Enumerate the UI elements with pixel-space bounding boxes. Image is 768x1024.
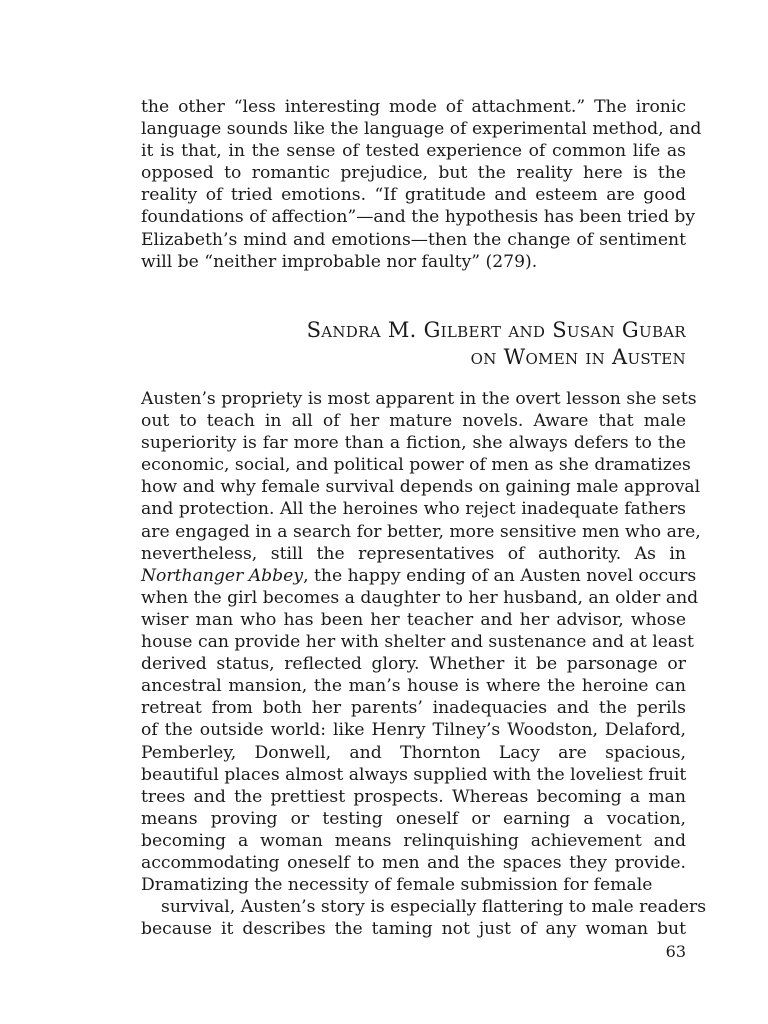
text-line: are engaged in a search for better, more sensitive men who are, [141,521,701,542]
text-line: how and why female survival depends on gaining male approval [141,477,701,498]
text-line: of the outside world: like Henry Tilney’s Woodston, Delaford, [141,720,686,741]
text-line: it is that, in the sense of tested experience of common life as [141,141,686,162]
text-line: superiority is far more than a fiction, she always defers to the [141,433,686,454]
text-line: because it describes the taming not just of any woman but [141,919,686,940]
page-number: 63 [665,942,686,961]
section-heading-line-1: Sandra M. Gilbert and Susan Gubar [306,318,686,342]
text-line: reality of tried emotions. “If gratitude and esteem are good [141,185,686,206]
text-line: Pemberley, Donwell, and Thornton Lacy are spacious, [141,742,686,763]
text-line [141,565,697,587]
text-line: derived status, reflected glory. Whether it be parsonage or [141,654,686,675]
text-line: out to teach in all of her mature novels. Aware that male [141,411,686,432]
text-line: means proving or testing oneself or earning a vocation, [141,808,686,829]
text-line: accommodating oneself to men and the spaces they provide. [141,852,686,873]
text-line: Elizabeth’s mind and emotions—then the change of sentiment [141,229,686,250]
text-line: beautiful places almost always supplied with the loveliest fruit [141,764,687,785]
text-line: house can provide her with shelter and sustenance and at least [141,632,694,653]
text-line: when the girl becomes a daughter to her husband, an older and [141,587,699,608]
text-line: nevertheless, still the representatives of authority. As in [141,543,686,564]
text-line: becoming a woman means relinquishing achievement and [141,830,686,851]
text-line: language sounds like the language of experimental method, and [141,119,702,140]
section-heading [307,317,686,371]
text-line: trees and the prettiest prospects. Whereas becoming a man [141,786,686,807]
body-text [141,388,707,940]
text-line: ancestral mansion, the man’s house is where the heroine can [141,676,686,697]
text-line: the other “less interesting mode of attachment.” The ironic [141,97,686,117]
text-fragment: , the happy ending of an Austen novel occurs [303,565,697,586]
text-line: retreat from both her parents’ inadequacies and the perils [141,698,686,719]
text-line: Dramatizing the necessity of female submission for female [141,875,653,896]
text-line: economic, social, and political power of men as she dramatizes [141,455,691,476]
opening-paragraph [141,96,702,273]
section-heading-line-2: on Women in Austen [470,345,686,369]
text-line: wiser man who has been her teacher and her advisor, whose [141,609,686,630]
book-title-northanger-abbey: Northanger Abbey [141,565,304,586]
text-line: opposed to romantic prejudice, but the reality here is the [141,163,686,184]
text-line: foundations of affection”—and the hypothesis has been tried by [141,207,696,228]
text-line: and protection. All the heroines who reject inadequate fathers [141,499,686,520]
text-line: Austen’s propriety is most apparent in the overt lesson she sets [141,389,697,409]
text-line: will be “neither improbable nor faulty” (279). [141,251,538,272]
text-line: survival, Austen’s story is especially flattering to male readers [161,897,707,918]
